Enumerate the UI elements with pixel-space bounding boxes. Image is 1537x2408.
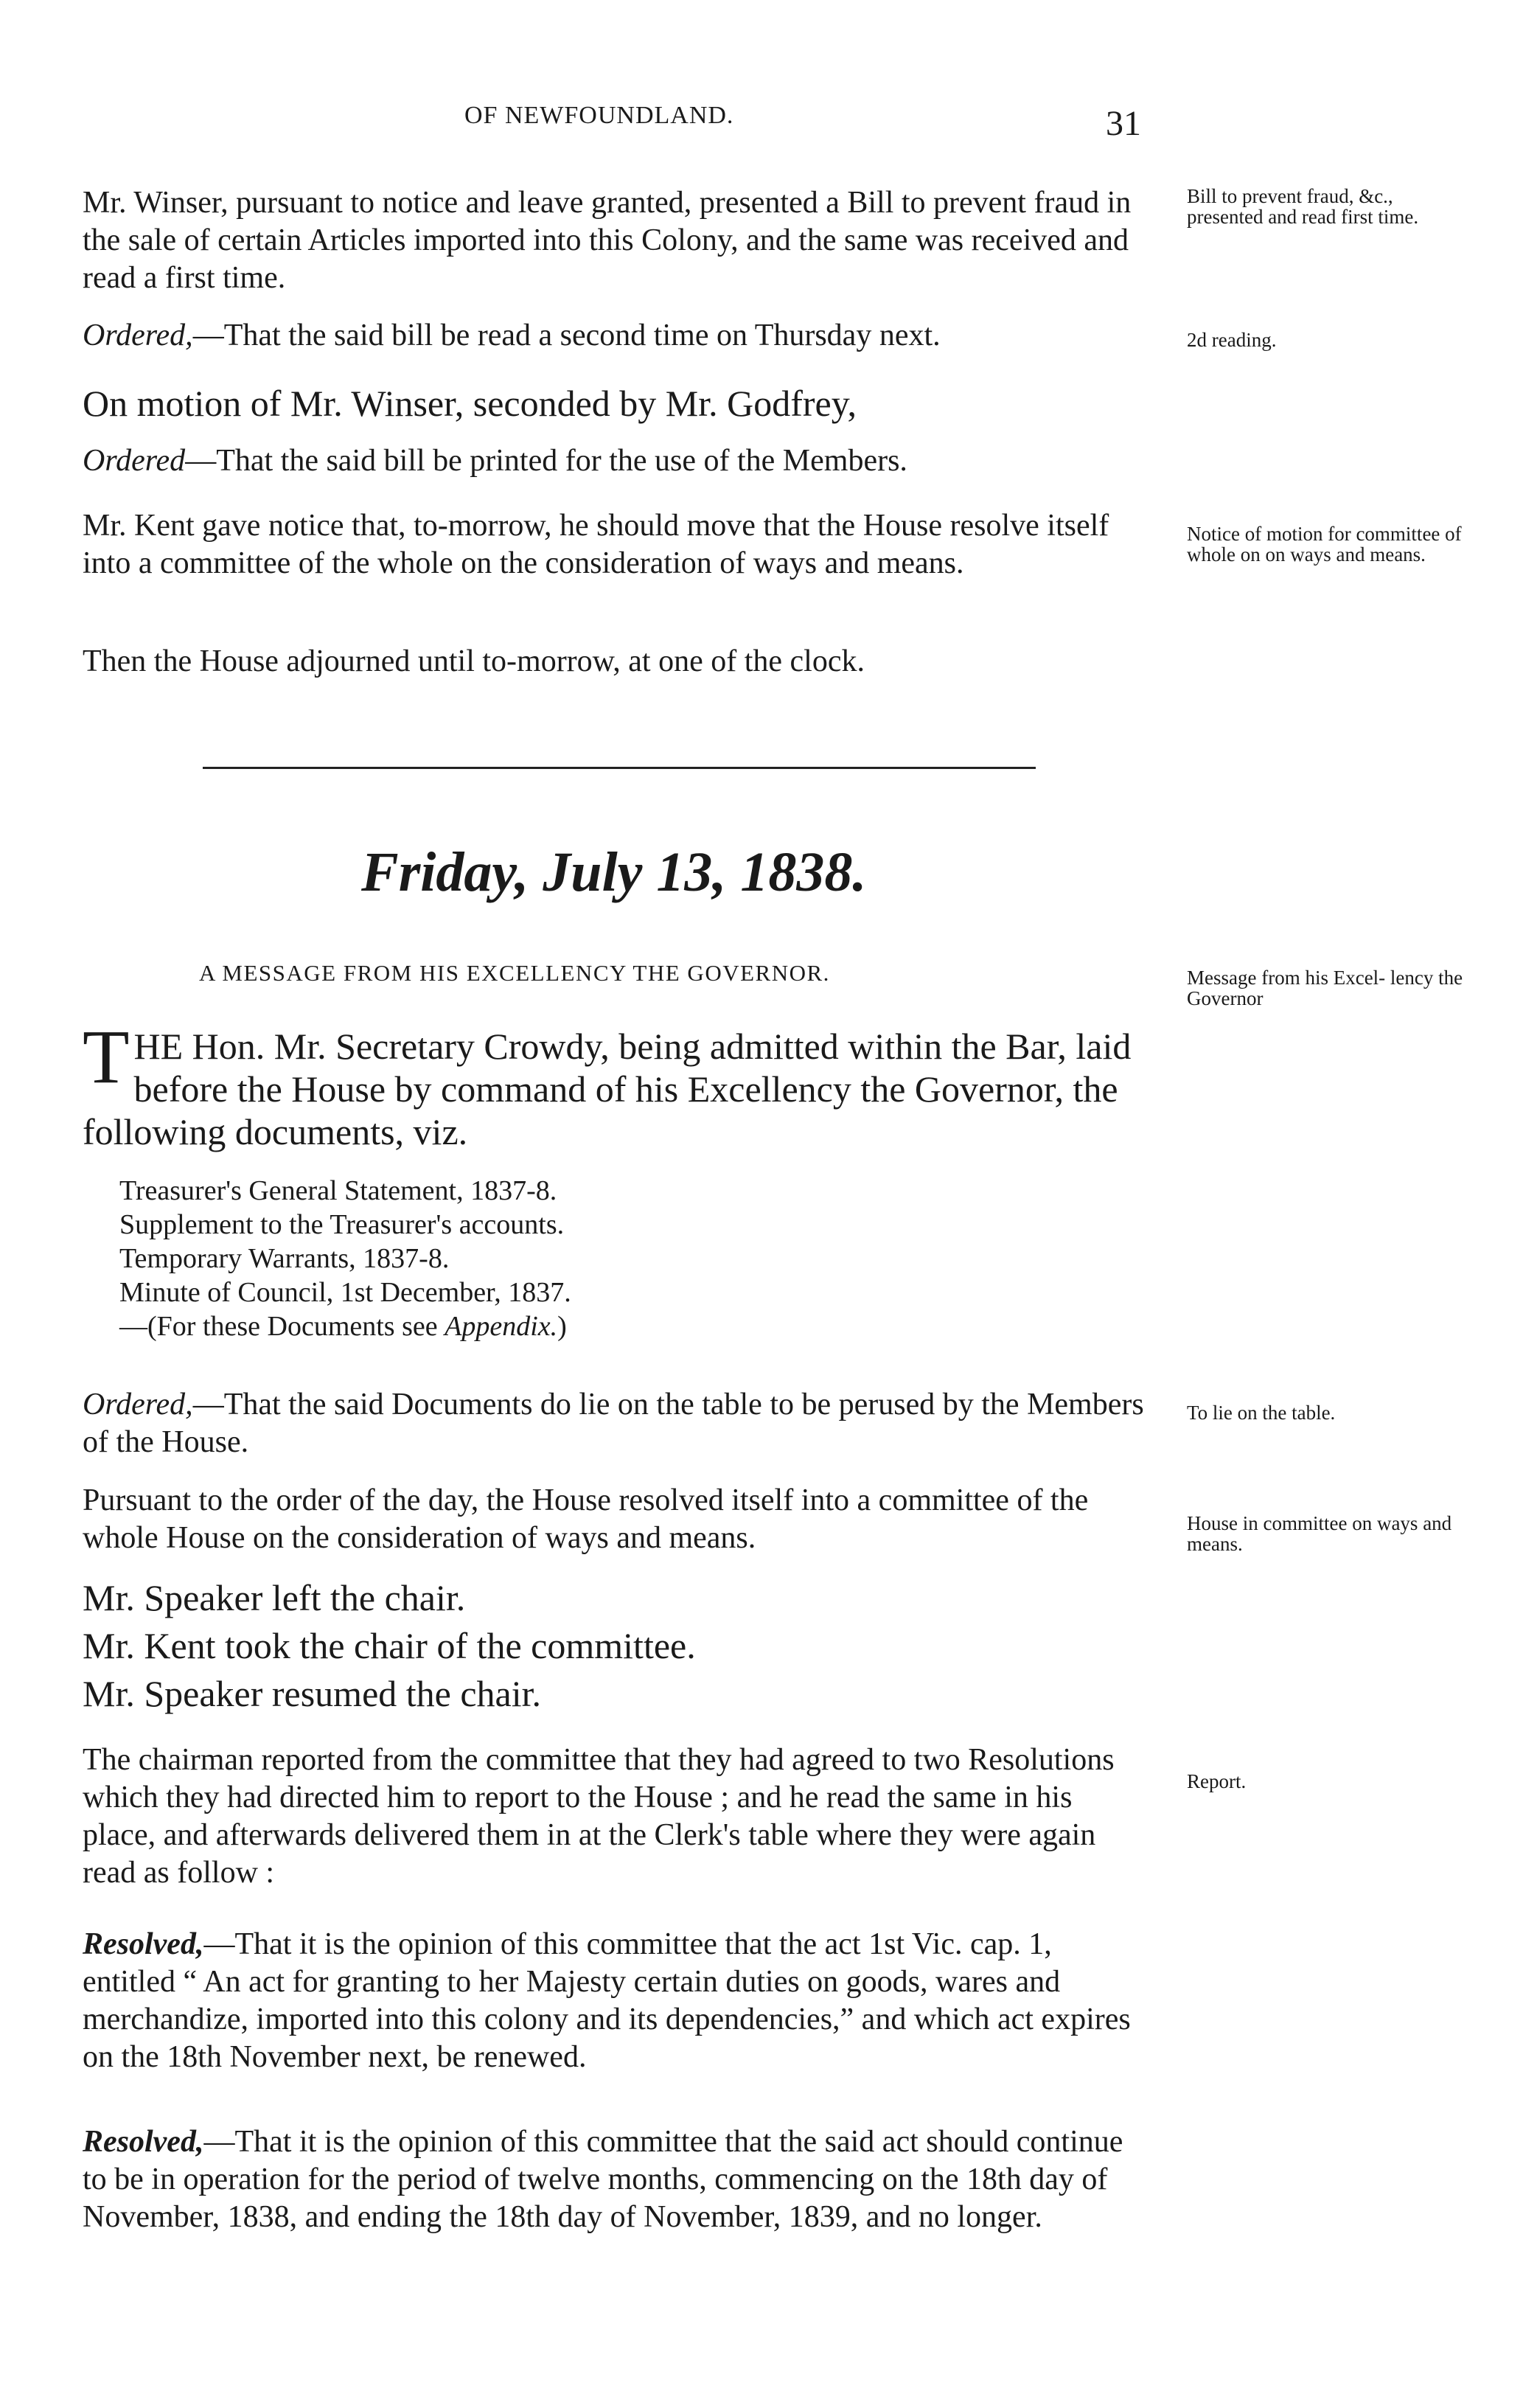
document-item: Supplement to the Treasurer's accounts. [119,1209,565,1240]
resolved-label: Resolved, [83,1927,204,1961]
paragraph-adjourned: Then the House adjourned until to-morrow, at one of the clock. [83,644,865,678]
running-title: OF NEWFOUNDLAND. [464,102,734,129]
paragraph-printed [83,442,1151,480]
paragraph-resolution-2 [83,2123,1151,2236]
document-item: Treasurer's General Statement, 1837-8. [119,1175,557,1206]
resolved-label: Resolved, [83,2125,204,2159]
documents-note: —(For these Documents see Appendix.) [119,1311,567,1342]
margin-note-message: Message from his Excel- lency the Governor [1187,967,1463,1009]
document-item: Minute of Council, 1st December, 1837. [119,1277,571,1308]
paragraph-crowdy [83,1015,1166,1153]
section-divider [203,767,1036,769]
paragraph-bill-presented: Mr. Winser, pursuant to notice and leave granted, presented a Bill to prevent fraud in the sale of certain Articles imported into this Colony, and the same was received and read a first time. [83,186,1132,295]
margin-note-notice: Notice of motion for committee of whole on on ways and means. [1187,523,1462,566]
margin-note-table: To lie on the table. [1187,1402,1336,1424]
paragraph-lie-on-table [83,1386,1151,1461]
ordered-text: —That the said bill be read a second time on Thursday next. [192,319,941,352]
paragraph-report: The chairman reported from the committee that they had agreed to two Resolutions which they had directed him to report to the House ; and he read the same in his place, and afterwards delivered them in at the Clerk's table where they were again read as follow : [83,1743,1115,1890]
paragraph-motion: On motion of Mr. Winser, seconded by Mr. Godfrey, [83,383,857,424]
ordered-text: —That the said bill be printed for the use of the Members. [185,444,907,478]
paragraph-crowdy-text: HE Hon. Mr. Secretary Crowdy, being admitted within the Bar, laid before the House by command of his Excellency the Governor, the following documents, viz. [83,1026,1132,1152]
resolved-text: —That it is the opinion of this committee that the act 1st Vic. cap. 1, entitled “ An act for granting to her Majesty certain duties on goods, wares and merchandize, imported into this colony and its dependencies,” and which act expires on the 18th November next, be renewed. [83,1927,1131,2074]
margin-note-report: Report. [1187,1770,1247,1792]
paragraph-notice-kent: Mr. Kent gave notice that, to-morrow, he should move that the House resolve itself into a committee of the whole on the consideration of ways and means. [83,509,1109,580]
paragraph-kent-chair: Mr. Kent took the chair of the committee. [83,1625,696,1666]
margin-note-bill: Bill to prevent fraud, &c., presented and read first time. [1187,185,1419,228]
margin-note-committee: House in committee on ways and means. [1187,1512,1452,1555]
paragraph-order-of-day: Pursuant to the order of the day, the House resolved itself into a committee of the whole House on the consideration of ways and means. [83,1483,1089,1555]
margin-note-second-reading: 2d reading. [1187,329,1277,351]
ordered-label: Ordered, [83,1388,193,1422]
documents-list [119,1174,1078,1343]
paragraph-speaker-left: Mr. Speaker left the chair. [83,1577,466,1618]
paragraph-resolution-1 [83,1926,1151,2076]
appendix-reference: Appendix. [445,1311,558,1342]
paragraph-speaker-resumed: Mr. Speaker resumed the chair. [83,1673,542,1714]
message-heading: A MESSAGE FROM HIS EXCELLENCY THE GOVERNOR. [199,960,830,986]
resolved-text: —That it is the opinion of this committee that the said act should continue to be in operation for the period of twelve months, commencing on the 18th day of November, 1838, and ending the 18th day of November, 1839, and no longer. [83,2125,1123,2234]
ordered-label: Ordered [83,444,186,478]
ordered-label: Ordered, [83,319,193,352]
drop-cap: T [83,1015,130,1099]
page-number: 31 [1106,104,1141,143]
paragraph-second-reading [83,317,1151,355]
date-heading: Friday, July 13, 1838. [361,841,867,903]
ordered-text: —That the said Documents do lie on the table to be perused by the Members of the House. [83,1388,1144,1459]
document-item: Temporary Warrants, 1837-8. [119,1243,450,1274]
